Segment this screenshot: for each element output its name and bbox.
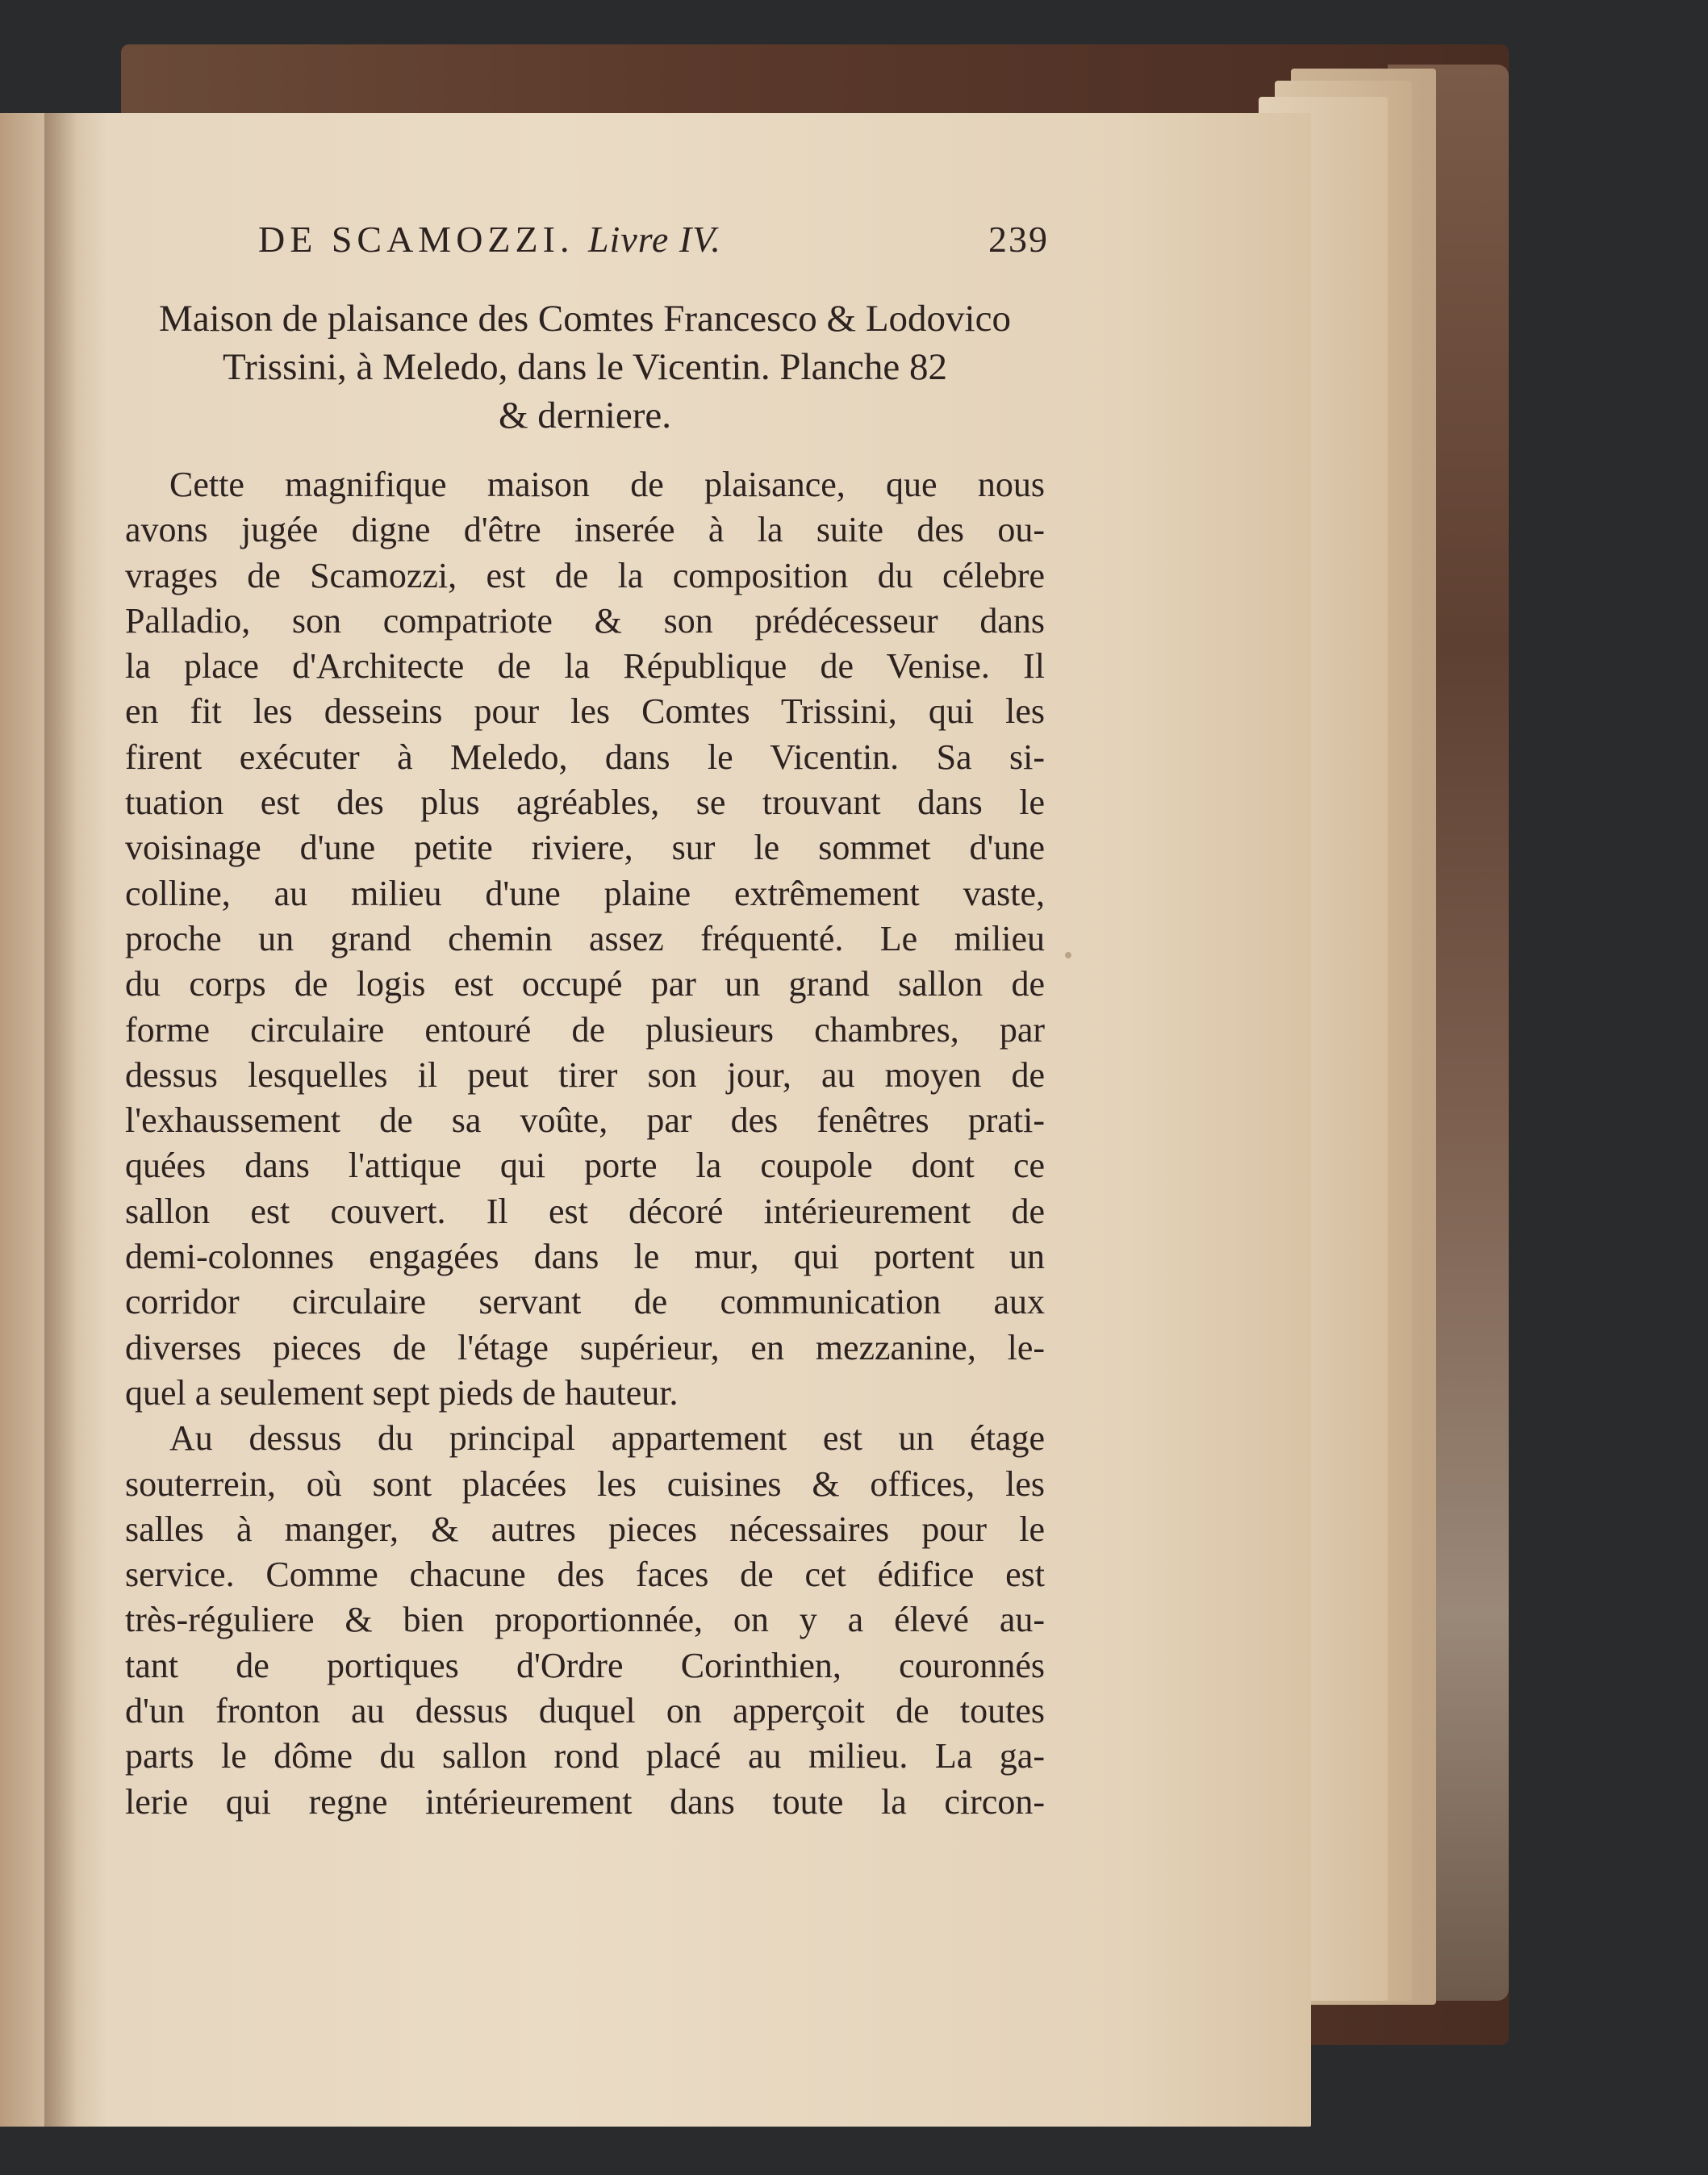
text-line: diverses pieces de l'étage supérieur, en mezzanine, le- bbox=[125, 1327, 1045, 1367]
text-line: tant de portiques d'Ordre Corinthien, couronnés bbox=[125, 1645, 1045, 1685]
page-number: 239 bbox=[988, 219, 1049, 260]
section-heading bbox=[125, 294, 1045, 440]
text-line: corridor circulaire servant de communication aux bbox=[125, 1282, 1045, 1322]
book-number: Livre IV. bbox=[587, 219, 721, 260]
text-line: voisinage d'une petite riviere, sur le sommet d'une bbox=[125, 828, 1045, 868]
text-line: très-réguliere & bien proportionnée, on y a élevé au- bbox=[125, 1600, 1045, 1640]
text-line: tuation est des plus agréables, se trouvant dans le bbox=[125, 783, 1045, 823]
text-line: forme circulaire entouré de plusieurs chambres, par bbox=[125, 1009, 1045, 1050]
text-line: Palladio, son compatriote & son prédécesseur dans bbox=[125, 600, 1045, 641]
paper-speck bbox=[1065, 952, 1071, 958]
heading-line: Trissini, à Meledo, dans le Vicentin. Planche 82 bbox=[223, 346, 947, 388]
text-line: colline, au milieu d'une plaine extrêmement vaste, bbox=[125, 873, 1045, 913]
author-title: DE SCAMOZZI. bbox=[258, 219, 574, 260]
text-line: du corps de logis est occupé par un grand sallon de bbox=[125, 964, 1045, 1004]
text-line: l'exhaussement de sa voûte, par des fenêtres prati- bbox=[125, 1100, 1045, 1141]
heading-line: Maison de plaisance des Comtes Francesco & Lodovico bbox=[159, 298, 1011, 340]
text-line: souterrein, où sont placées les cuisines & offices, les bbox=[125, 1463, 1045, 1504]
text-line: avons jugée digne d'être inserée à la suite des ou- bbox=[125, 510, 1045, 550]
text-line: parts le dôme du sallon rond placé au milieu. La ga- bbox=[125, 1736, 1045, 1776]
text-line: quel a seulement sept pieds de hauteur. bbox=[125, 1372, 679, 1413]
text-line: d'un fronton au dessus duquel on apperçoit de toutes bbox=[125, 1691, 1045, 1731]
text-line: en fit les desseins pour les Comtes Trissini, qui les bbox=[125, 691, 1045, 732]
text-line: vrages de Scamozzi, est de la composition du célebre bbox=[125, 555, 1045, 595]
text-line: quées dans l'attique qui porte la coupole dont ce bbox=[125, 1146, 1045, 1186]
running-head bbox=[125, 218, 1049, 274]
text-line: salles à manger, & autres pieces nécessaires pour le bbox=[125, 1509, 1045, 1549]
text-line: la place d'Architecte de la République de Venise. Il bbox=[125, 646, 1045, 687]
text-line: dessus lesquelles il peut tirer son jour, au moyen de bbox=[125, 1054, 1045, 1095]
running-head-title bbox=[258, 218, 721, 261]
heading-line: & derniere. bbox=[498, 395, 671, 436]
text-line: lerie qui regne intérieurement dans toute la circon- bbox=[125, 1781, 1045, 1822]
text-line: proche un grand chemin assez fréquenté. Le milieu bbox=[125, 918, 1045, 958]
page-text bbox=[125, 218, 1049, 1825]
gutter-shadow bbox=[44, 113, 77, 2127]
text-line: service. Comme chacune des faces de cet édifice est bbox=[125, 1555, 1045, 1595]
body-text bbox=[125, 462, 1045, 1825]
text-line: Cette magnifique maison de plaisance, que nous bbox=[169, 465, 1045, 504]
text-line: Au dessus du principal appartement est un étage bbox=[169, 1418, 1045, 1459]
text-line: sallon est couvert. Il est décoré intérieurement de bbox=[125, 1191, 1045, 1231]
text-line: demi-colonnes engagées dans le mur, qui portent un bbox=[125, 1237, 1045, 1277]
text-line: firent exécuter à Meledo, dans le Vicentin. Sa si- bbox=[125, 737, 1045, 777]
